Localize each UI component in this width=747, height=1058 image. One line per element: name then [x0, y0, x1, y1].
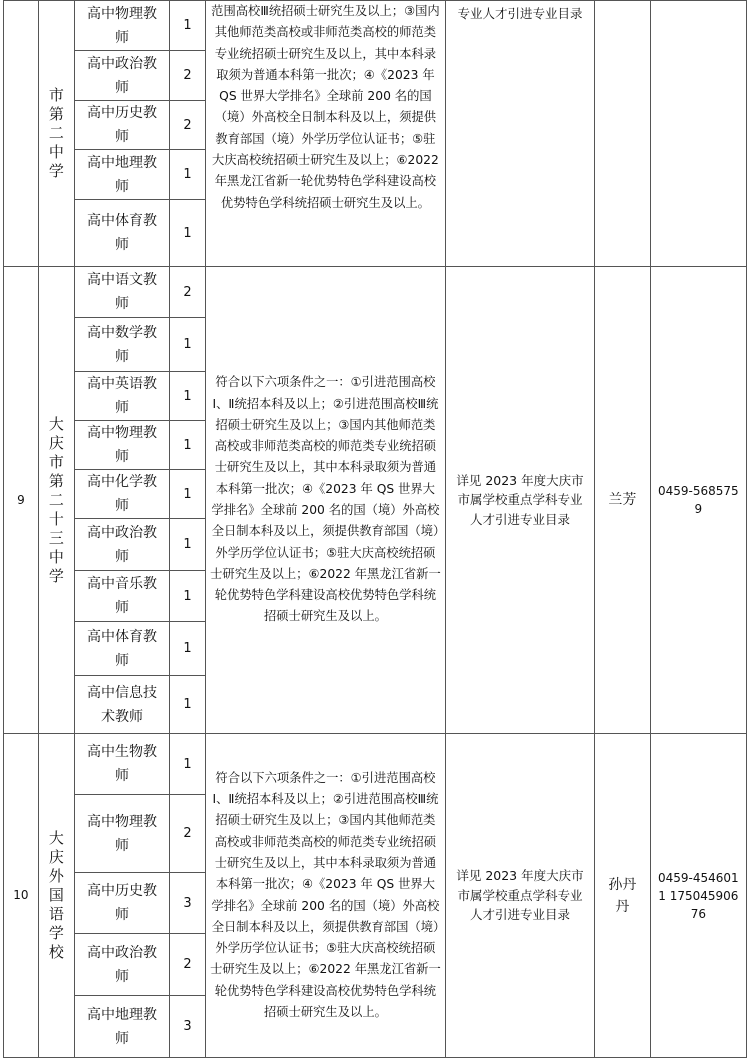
position-title: 高中物理教师 [74, 795, 169, 873]
contact-phone: 0459-4546011 17504590676 [650, 734, 746, 1058]
position-title: 高中历史教师 [74, 873, 169, 934]
school-name: 大庆外国语学校 [38, 734, 74, 1058]
position-count: 1 [170, 318, 206, 372]
position-count: 1 [170, 1, 206, 51]
position-count: 1 [170, 622, 206, 676]
position-count: 3 [170, 996, 206, 1058]
contact-phone [650, 1, 746, 267]
table-row [4, 267, 747, 318]
recruitment-table [3, 0, 747, 1058]
requirements-text: 符合以下六项条件之一：①引进范围高校Ⅰ、Ⅱ统招本科及以上；②引进范围高校Ⅲ统招硕士研究生及以上；③国内其他师范类高校或非师范类高校的师范类专业统招硕士研究生及以上，其中本科录取须为普通本科第一批次；④《2023 年 QS 世界大学排名》全球前 200 名的国（境）外高校全日制本科及以上，须提供教育部国（境）外学历学位认证书；⑤驻大庆高校统招硕士研究生及以上；⑥2022 年黑龙江省新一轮优势特色学科建设高校优势特色学科统招硕士研究生及以上。 [205, 734, 445, 1058]
position-title: 高中历史教师 [74, 101, 169, 150]
table-row [4, 1, 747, 51]
requirements-text: 范围高校Ⅲ统招硕士研究生及以上；③国内其他师范类高校或非师范类高校的师范类专业统招硕士研究生及以上，其中本科录取须为普通本科第一批次；④《2023 年 QS 世界大学排名》全球前 200 名的国（境）外高校全日制本科及以上，须提供教育部国（境）外学历学位认证书；⑤驻大庆高校统招硕士研究生及以上；⑥2022 年黑龙江省新一轮优势特色学科建设高校优势特色学科统招硕士研究生及以上。 [205, 1, 445, 267]
contact-person: 兰芳 [594, 267, 650, 734]
table-row [4, 734, 747, 795]
position-title: 高中体育教师 [74, 622, 169, 676]
position-title: 高中体育教师 [74, 200, 169, 267]
position-count: 2 [170, 51, 206, 101]
position-count: 1 [170, 519, 206, 571]
school-name: 大庆市第二十三中学 [38, 267, 74, 734]
contact-person [594, 1, 650, 267]
position-count: 2 [170, 101, 206, 150]
row-index: 9 [4, 267, 39, 734]
position-count: 3 [170, 873, 206, 934]
position-count: 1 [170, 200, 206, 267]
position-title: 高中物理教师 [74, 1, 169, 51]
reference-text: 详见 2023 年度大庆市市属学校重点学科专业人才引进专业目录 [446, 734, 595, 1058]
school-name: 市第二中学 [38, 1, 74, 267]
position-title: 高中音乐教师 [74, 571, 169, 622]
position-title: 高中英语教师 [74, 372, 169, 421]
position-title: 高中数学教师 [74, 318, 169, 372]
position-count: 1 [170, 470, 206, 519]
position-title: 高中地理教师 [74, 150, 169, 200]
reference-text: 专业人才引进专业目录 [446, 1, 595, 267]
position-title: 高中政治教师 [74, 934, 169, 996]
requirements-text: 符合以下六项条件之一：①引进范围高校Ⅰ、Ⅱ统招本科及以上；②引进范围高校Ⅲ统招硕士研究生及以上；③国内其他师范类高校或非师范类高校的师范类专业统招硕士研究生及以上，其中本科录取须为普通本科第一批次；④《2023 年 QS 世界大学排名》全球前 200 名的国（境）外高校全日制本科及以上，须提供教育部国（境）外学历学位认证书；⑤驻大庆高校统招硕士研究生及以上；⑥2022 年黑龙江省新一轮优势特色学科建设高校优势特色学科统招硕士研究生及以上。 [205, 267, 445, 734]
position-title: 高中政治教师 [74, 519, 169, 571]
position-title: 高中生物教师 [74, 734, 169, 795]
position-count: 2 [170, 795, 206, 873]
position-count: 1 [170, 676, 206, 734]
contact-person: 孙丹丹 [594, 734, 650, 1058]
position-title: 高中语文教师 [74, 267, 169, 318]
contact-phone: 0459-5685759 [650, 267, 746, 734]
position-count: 1 [170, 571, 206, 622]
position-title: 高中信息技术教师 [74, 676, 169, 734]
position-title: 高中政治教师 [74, 51, 169, 101]
row-index [4, 1, 39, 267]
position-count: 1 [170, 734, 206, 795]
position-count: 1 [170, 372, 206, 421]
position-title: 高中地理教师 [74, 996, 169, 1058]
position-count: 1 [170, 421, 206, 470]
row-index: 10 [4, 734, 39, 1058]
position-title: 高中化学教师 [74, 470, 169, 519]
reference-text: 详见 2023 年度大庆市市属学校重点学科专业人才引进专业目录 [446, 267, 595, 734]
position-count: 2 [170, 934, 206, 996]
position-count: 1 [170, 150, 206, 200]
position-title: 高中物理教师 [74, 421, 169, 470]
position-count: 2 [170, 267, 206, 318]
